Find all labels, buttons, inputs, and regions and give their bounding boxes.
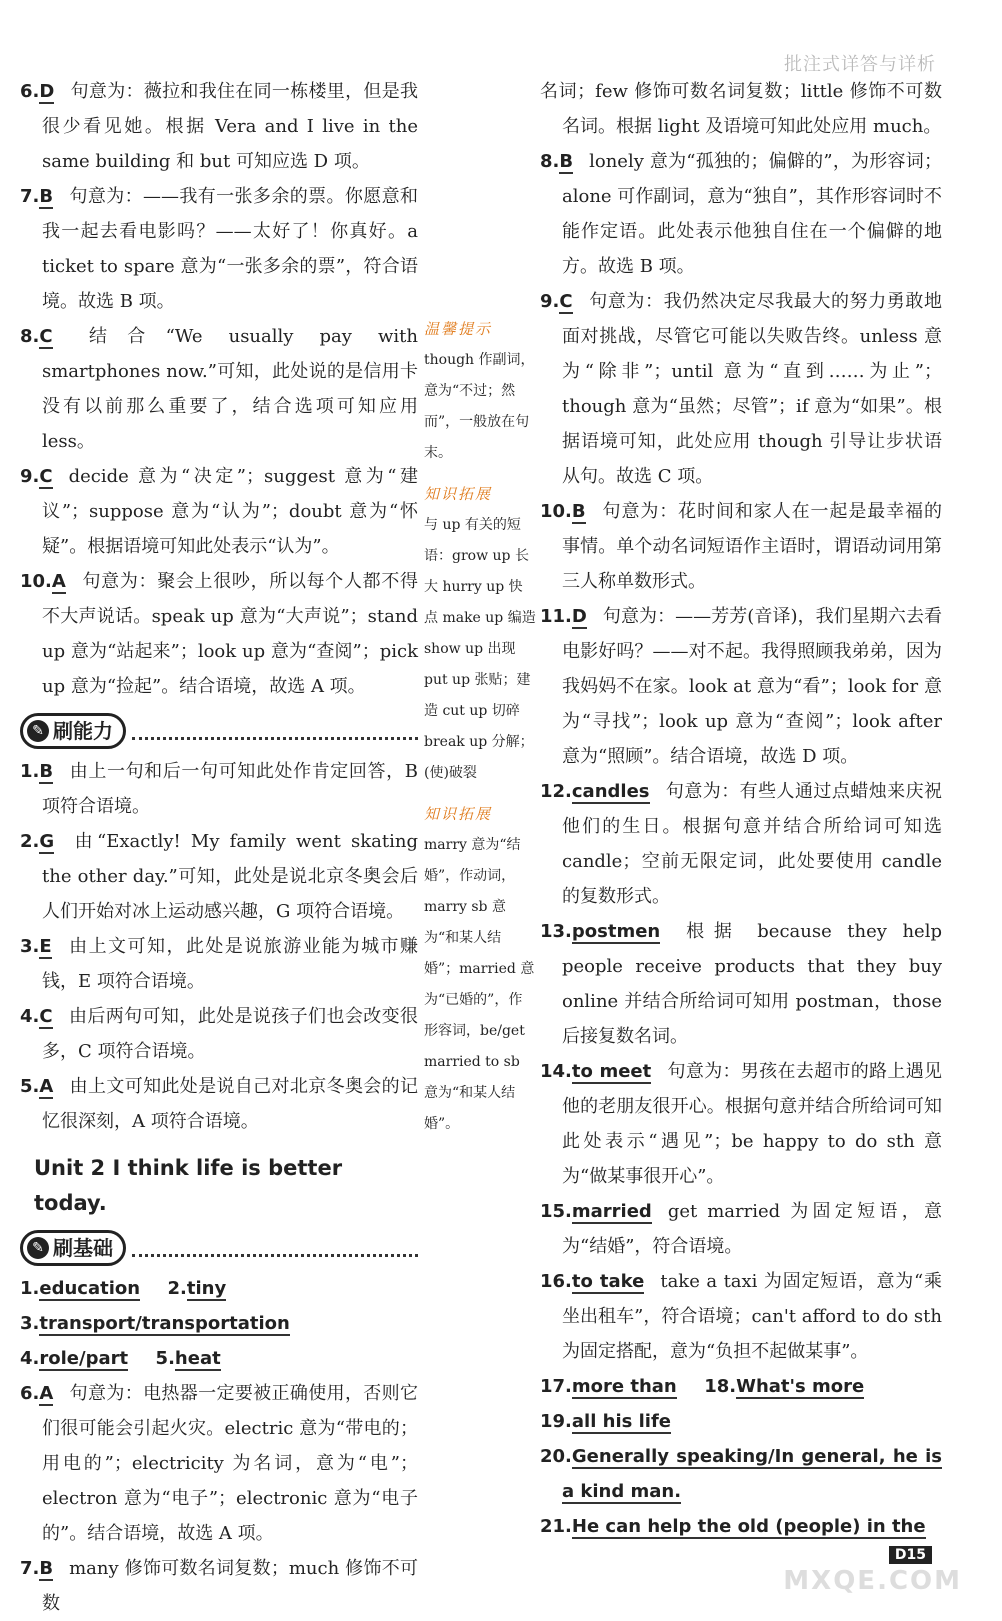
item-number: 14. (540, 1061, 572, 1082)
answer-item (20, 74, 418, 179)
answer-key: B (39, 186, 54, 207)
answer-key: B (571, 501, 586, 522)
item-number: 7. (20, 186, 40, 207)
answer-key: C (559, 291, 573, 312)
explanation-text: lonely 意为“孤独的；偏僻的”，为形容词；alone 可作副词，意为“独自”，其作形容词时不能作定语。此处表示他独自住在一个偏僻的地方。故选 B 项。 (562, 151, 942, 277)
explanation-text: 结合“We usually pay with smartphones now.”可知，此处说的是信用卡没有以前那么重要了，结合选项可知应用 less。 (42, 326, 418, 452)
answer-item (20, 929, 418, 999)
answer-item (20, 754, 418, 824)
explanation-text: 句意为：——芳芳(音译)，我们星期六去看电影好吗？——对不起。我得照顾我弟弟，因为我妈妈不在家。look at 意为“看”；look for 意为“寻找”；look up 意为“查阅”；look after 意为“照顾”。结合语境，故选 D 项。 (562, 606, 942, 767)
answer-item (540, 144, 942, 284)
section-basic (20, 1229, 418, 1267)
answer-key: C (39, 466, 53, 487)
left-column (20, 74, 418, 1621)
explanation-text: 句意为：男孩在去超市的路上遇见他的老朋友很开心。根据句意并结合所给词可知此处表示“遇见”；be happy to do sth 意为“做某事很开心”。 (562, 1061, 943, 1187)
explanation-text: get married 为固定短语，意为“结婚”，符合语境。 (562, 1201, 942, 1257)
explanation-text: 句意为：有些人通过点蜡烛来庆祝他们的生日。根据句意并结合所给词可知选 candle；空前无限定词，此处要使用 candle 的复数形式。 (562, 781, 942, 907)
item-number: 9. (20, 466, 40, 487)
answer-item (20, 1376, 418, 1551)
answer-item (540, 494, 942, 599)
explanation-text: 由后两句可知，此处是说孩子们也会改变很多，C 项符合语境。 (42, 1006, 418, 1062)
item-number: 2. (20, 831, 40, 852)
answer-key: married (571, 1201, 652, 1222)
item-number: 19. (540, 1411, 572, 1432)
pencil-icon: ✎ (27, 720, 49, 742)
answer-item (20, 319, 418, 459)
item-number: 8. (540, 151, 560, 172)
explanation-text: 由上文可知此处是说自己对北京冬奥会的记忆很深刻，A 项符合语境。 (42, 1076, 418, 1132)
pencil-icon: ✎ (27, 1237, 49, 1259)
item-number: 3. (20, 936, 40, 957)
item-number: 10. (540, 501, 572, 522)
page-number: D15 (889, 1546, 932, 1564)
answer-item (540, 774, 942, 914)
unit-title: Unit 2 I think life is better today. (34, 1156, 343, 1215)
explanation-text: 句意为：我仍然决定尽我最大的努力勇敢地面对挑战，尽管它可能以失败告终。unless 意为“除非”；until 意为“直到……为止”；though 意为“虽然；尽管”；if 意为“如果”。根据语境可知，此处应用 though 引导让步状语从句。故选 C 项。 (562, 291, 942, 487)
item-number: 4. (20, 1006, 40, 1027)
item-number: 11. (540, 606, 572, 627)
answer-item (540, 1054, 942, 1194)
basic-badge: ✎ 刷基础 (20, 1230, 126, 1266)
item-number: 20. (540, 1446, 572, 1467)
sidenote (424, 799, 536, 1140)
answer-item (20, 459, 418, 564)
answer-item (540, 284, 942, 494)
explanation-text: many 修饰可数名词复数；much 修饰不可数 (42, 1558, 418, 1614)
answer-key: all his life (571, 1411, 671, 1432)
answer-key: C (39, 1006, 53, 1027)
sidenote-title: 知识拓展 (424, 485, 493, 503)
dotted-divider (132, 1240, 418, 1257)
item-number: 17. (540, 1376, 572, 1397)
item-number: 6. (20, 81, 40, 102)
answer-key: to meet (571, 1061, 652, 1082)
answer-item (20, 1069, 418, 1139)
item-number: 2. (167, 1278, 187, 1299)
explanation-text: 句意为：——我有一张多余的票。你愿意和我一起去看电影吗？——太好了！你真好。a ticket to spare 意为“一张多余的票”，符合语境。故选 B 项。 (42, 186, 418, 312)
section-ability (20, 712, 418, 750)
item-number: 4. (20, 1348, 40, 1369)
explanation-text: 名词；few 修饰可数名词复数；little 修饰不可数名词。根据 light 及语境可知此处应用 much。 (540, 81, 942, 137)
answer-item (20, 1306, 418, 1341)
answer-key: C (39, 326, 53, 347)
answer-key: D (39, 81, 55, 102)
item-number: 21. (540, 1516, 572, 1537)
explanation-text: take a taxi 为固定短语，意为“乘坐出租车”，符合语境；can't afford to do sth 为固定搭配，意为“负担不起做某事”。 (562, 1271, 942, 1362)
sidenote-title: 知识拓展 (424, 805, 493, 823)
answer-key: B (39, 1558, 54, 1579)
answer-key: tiny (186, 1278, 227, 1299)
watermark: MXQE.COM (783, 1566, 962, 1596)
ability-badge: ✎ 刷能力 (20, 713, 126, 749)
answer-key: B (39, 761, 54, 782)
sidenote-text: 与 up 有关的短语：grow up 长大 hurry up 快点 make up 编造 show up 出现 put up 张贴；建造 cut up 切碎 break up 分解；(使)破裂 (424, 517, 536, 781)
item-number: 12. (540, 781, 572, 802)
answer-key: D (571, 606, 587, 627)
item-number: 6. (20, 1383, 40, 1404)
answer-key: A (39, 1076, 54, 1097)
dotted-divider (132, 723, 418, 740)
answer-key: E (39, 936, 52, 957)
answer-item (20, 1341, 418, 1376)
answer-item (20, 179, 418, 319)
answer-item (540, 1194, 942, 1264)
answer-key: more than (571, 1376, 677, 1397)
answer-item (540, 74, 942, 144)
sidenote-title: 温馨提示 (424, 320, 493, 338)
explanation-text: 根据 because they help people receive products that they buy online 并结合所给词可知用 postman，those 后接复数名词。 (562, 921, 942, 1047)
answer-key: He can help the old (people) in the (571, 1516, 926, 1537)
explanation-text: decide 意为“决定”；suggest 意为“建议”；suppose 意为“认为”；doubt 意为“怀疑”。根据语境可知此处表示“认为”。 (42, 466, 418, 557)
item-number: 3. (20, 1313, 40, 1334)
item-number: 1. (20, 1278, 40, 1299)
item-number: 9. (540, 291, 560, 312)
answer-key: A (39, 1383, 54, 1404)
answer-key: transport/transportation (39, 1313, 290, 1334)
answer-key: to take (571, 1271, 645, 1292)
answer-item (540, 599, 942, 774)
explanation-text: 句意为：薇拉和我住在同一栋楼里，但是我很少看见她。根据 Vera and I live in the same building 和 but 可知应选 D 项。 (42, 81, 418, 172)
sidenote-text: marry 意为“结婚”，作动词，marry sb 意为“和某人结婚”；married 意为“已婚的”，作形容词，be/get married to sb 意为“和某人结婚”。 (424, 837, 535, 1132)
sidenote-text: though 作副词，意为“不过；然而”，一般放在句末。 (424, 352, 535, 461)
answer-item (540, 1509, 942, 1544)
item-number: 13. (540, 921, 572, 942)
answer-key: A (51, 571, 66, 592)
answer-key: postmen (571, 921, 661, 942)
item-number: 7. (20, 1558, 40, 1579)
answer-key: What's more (736, 1376, 865, 1397)
answer-key: Generally speaking/In general, he is a kind man. (562, 1446, 942, 1502)
answer-item (540, 1404, 942, 1439)
answer-key: candles (571, 781, 650, 802)
sidenote (424, 314, 536, 469)
answer-item (20, 564, 418, 704)
answer-key: education (39, 1278, 141, 1299)
answer-item (20, 1551, 418, 1621)
item-number: 1. (20, 761, 40, 782)
explanation-text: 句意为：聚会上很吵，所以每个人都不得不大声说话。speak up 意为“大声说”；stand up 意为“站起来”；look up 意为“查阅”；pick up 意为“捡起”。结合语境，故选 A 项。 (42, 571, 418, 697)
right-column (540, 74, 942, 1544)
item-number: 8. (20, 326, 40, 347)
answer-item (20, 999, 418, 1069)
sidenote (424, 479, 536, 789)
explanation-text: 由上一句和后一句可知此处作肯定回答，B 项符合语境。 (42, 761, 418, 817)
item-number: 15. (540, 1201, 572, 1222)
answer-item (540, 914, 942, 1054)
item-number: 5. (20, 1076, 40, 1097)
answer-item (20, 1271, 418, 1306)
answer-key: heat (174, 1348, 221, 1369)
explanation-text: 由上文可知，此处是说旅游业能为城市赚钱，E 项符合语境。 (42, 936, 418, 992)
explanation-text: 由“Exactly! My family went skating the other day.”可知，此处是说北京冬奥会后人们开始对冰上运动感兴趣，G 项符合语境。 (42, 831, 418, 922)
item-number: 18. (704, 1376, 737, 1397)
answer-key: G (39, 831, 55, 852)
item-number: 5. (155, 1348, 175, 1369)
answer-item (540, 1369, 942, 1404)
answer-key: B (559, 151, 574, 172)
explanation-text: 句意为：花时间和家人在一起是最幸福的事情。单个动名词短语作主语时，谓语动词用第三人称单数形式。 (562, 501, 942, 592)
item-number: 10. (20, 571, 52, 592)
explanation-text: 句意为：电热器一定要被正确使用，否则它们很可能会引起火灾。electric 意为“带电的；用电的”；electricity 为名词，意为“电”；electron 意为“电子”；electronic 意为“电子的”。结合语境，故选 A 项。 (42, 1383, 418, 1544)
answer-item (540, 1439, 942, 1509)
answer-key: role/part (39, 1348, 129, 1369)
answer-item (540, 1264, 942, 1369)
sidenote-column (424, 314, 536, 1150)
item-number: 16. (540, 1271, 572, 1292)
page-header: 批注式详答与详析 (784, 54, 936, 75)
answer-item (20, 824, 418, 929)
